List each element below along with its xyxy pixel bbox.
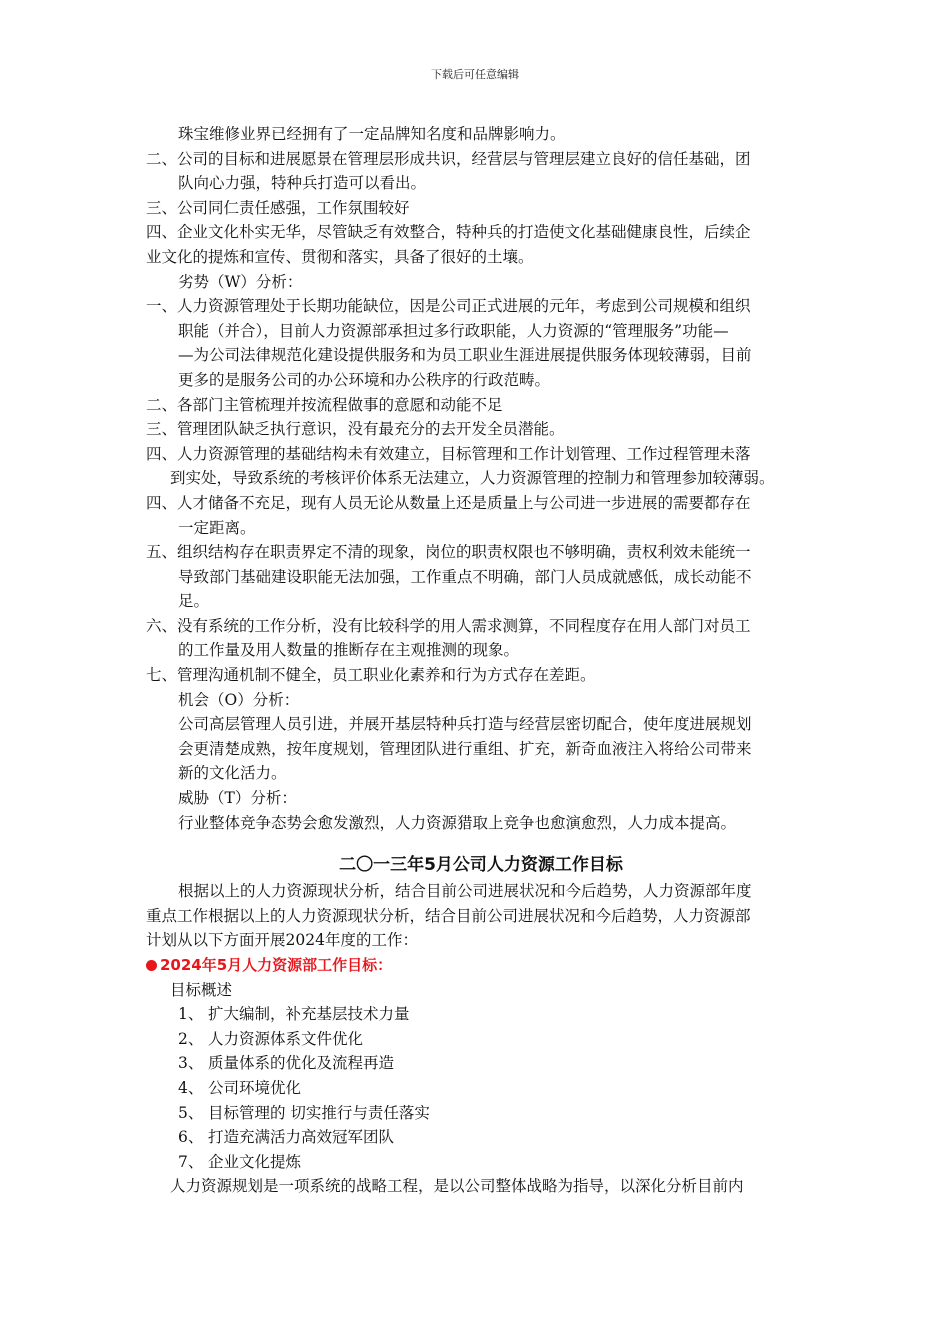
goal-item: [146, 1150, 816, 1175]
goal-item: [146, 1076, 816, 1101]
text-line: 三、管理团队缺乏执行意识，没有最充分的去开发全员潜能。: [146, 420, 565, 439]
goal-text: 质量体系的优化及流程再造: [208, 1054, 395, 1073]
intro-line: 根据以上的人力资源现状分析，结合目前公司进展状况和今后趋势，人力资源部年度: [178, 882, 752, 901]
goal-text: 扩大编制，补充基层技术力量: [208, 1005, 410, 1024]
text-line: 会更清楚成熟，按年度规划，管理团队进行重组、扩充，新奇血液注入将给公司带来: [178, 739, 752, 758]
text-line: 四、人力资源管理的基础结构未有效建立，目标管理和工作计划管理、工作过程管理未落: [146, 444, 751, 463]
text-line: 七、管理沟通机制不健全，员工职业化素养和行为方式存在差距。: [146, 666, 596, 685]
goal-number: 2、: [178, 1029, 204, 1048]
text-line: 行业整体竞争态势会愈发激烈，人力资源猎取上竞争也愈演愈烈，人力成本提高。: [178, 813, 737, 832]
goal-item: [146, 1027, 816, 1052]
text-line: 珠宝维修业界已经拥有了一定品牌知名度和品牌影响力。: [178, 125, 566, 143]
goal-item: [146, 1051, 816, 1076]
text-line: 足。: [178, 592, 210, 611]
text-line: 一定距离。: [178, 518, 256, 537]
text-line: 一、人力资源管理处于长期功能缺位，因是公司正式进展的元年，考虑到公司规模和组织: [146, 297, 751, 316]
text-line: 六、没有系统的工作分析，没有比较科学的用人需求测算，不同程度存在用人部门对员工: [146, 616, 751, 635]
page-header: 下载后可任意编辑: [431, 68, 519, 81]
goal-item: [146, 1002, 816, 1027]
bullet-dot-icon: [146, 960, 157, 971]
goals-heading-text: 2024年5月人力资源部工作目标：: [160, 956, 393, 974]
section-label-weakness: 劣势（W）分析：: [178, 272, 303, 291]
text-line: 二、公司的目标和进展愿景在管理层形成共识，经营层与管理层建立良好的信任基础，团: [146, 149, 751, 168]
text-line: 新的文化活力。: [178, 764, 287, 783]
section-label-threat: 威胁（T）分析：: [178, 789, 297, 808]
text-line: 队向心力强，特种兵打造可以看出。: [178, 174, 427, 193]
goal-text: 企业文化提炼: [208, 1152, 302, 1171]
goal-text: 打造充满活力高效冠军团队: [208, 1128, 395, 1147]
goal-number: 7、: [178, 1152, 204, 1171]
section-label-opportunity: 机会（O）分析：: [178, 690, 300, 709]
text-line: 业文化的提炼和宣传、贯彻和落实，具备了很好的土壤。: [146, 247, 534, 266]
overview-label: 目标概述: [170, 980, 233, 999]
text-line: 五、组织结构存在职责界定不清的现象，岗位的职责权限也不够明确，责权利效未能统一: [146, 543, 751, 562]
goal-text: 目标管理的 切实推行与责任落实: [208, 1103, 430, 1122]
goal-number: 4、: [178, 1078, 204, 1097]
text-line: 导致部门基础建设职能无法加强，工作重点不明确，部门人员成就感低，成长动能不: [178, 567, 752, 586]
text-line: 的工作量及用人数量的推断存在主观推测的现象。: [178, 641, 520, 660]
goal-text: 人力资源体系文件优化: [208, 1029, 364, 1048]
closing-line: 人力资源规划是一项系统的战略工程，是以公司整体战略为指导，以深化分析目前内: [170, 1177, 744, 1196]
goal-number: 6、: [178, 1128, 204, 1147]
document-body: [146, 122, 816, 1199]
goals-heading: [146, 953, 816, 978]
goal-number: 1、: [178, 1005, 204, 1024]
goal-number: 5、: [178, 1103, 204, 1122]
text-line: —为公司法律规范化建设提供服务和为员工职业生涯进展提供服务体现较薄弱，目前: [178, 346, 752, 365]
intro-line: 计划从以下方面开展2024年度的工作：: [146, 931, 418, 950]
goal-number: 3、: [178, 1054, 204, 1073]
intro-line: 重点工作根据以上的人力资源现状分析，结合目前公司进展状况和今后趋势，人力资源部: [146, 906, 751, 925]
goal-text: 公司环境优化: [208, 1078, 302, 1097]
text-line: 二、各部门主管梳理并按流程做事的意愿和动能不足: [146, 395, 503, 414]
text-line: 四、企业文化朴实无华，尽管缺乏有效整合，特种兵的打造使文化基础健康良性，后续企: [146, 223, 751, 242]
text-line: 三、公司同仁责任感强，工作氛围较好: [146, 198, 410, 217]
text-line: 到实处，导致系统的考核评价体系无法建立，人力资源管理的控制力和管理参加较薄弱。: [170, 469, 775, 488]
text-line: 公司高层管理人员引进，并展开基层特种兵打造与经营层密切配合，使年度进展规划: [178, 715, 752, 734]
section-title: 二〇一三年5月公司人力资源工作目标: [339, 855, 623, 876]
text-line: 四、人才储备不充足，现有人员无论从数量上还是质量上与公司进一步进展的需要都存在: [146, 493, 751, 512]
goal-item: [146, 1101, 816, 1126]
text-line: 职能（并合），目前人力资源部承担过多行政职能，人力资源的“管理服务”功能—: [178, 321, 729, 340]
goal-item: [146, 1125, 816, 1150]
text-line: 更多的是服务公司的办公环境和办公秩序的行政范畴。: [178, 370, 551, 389]
